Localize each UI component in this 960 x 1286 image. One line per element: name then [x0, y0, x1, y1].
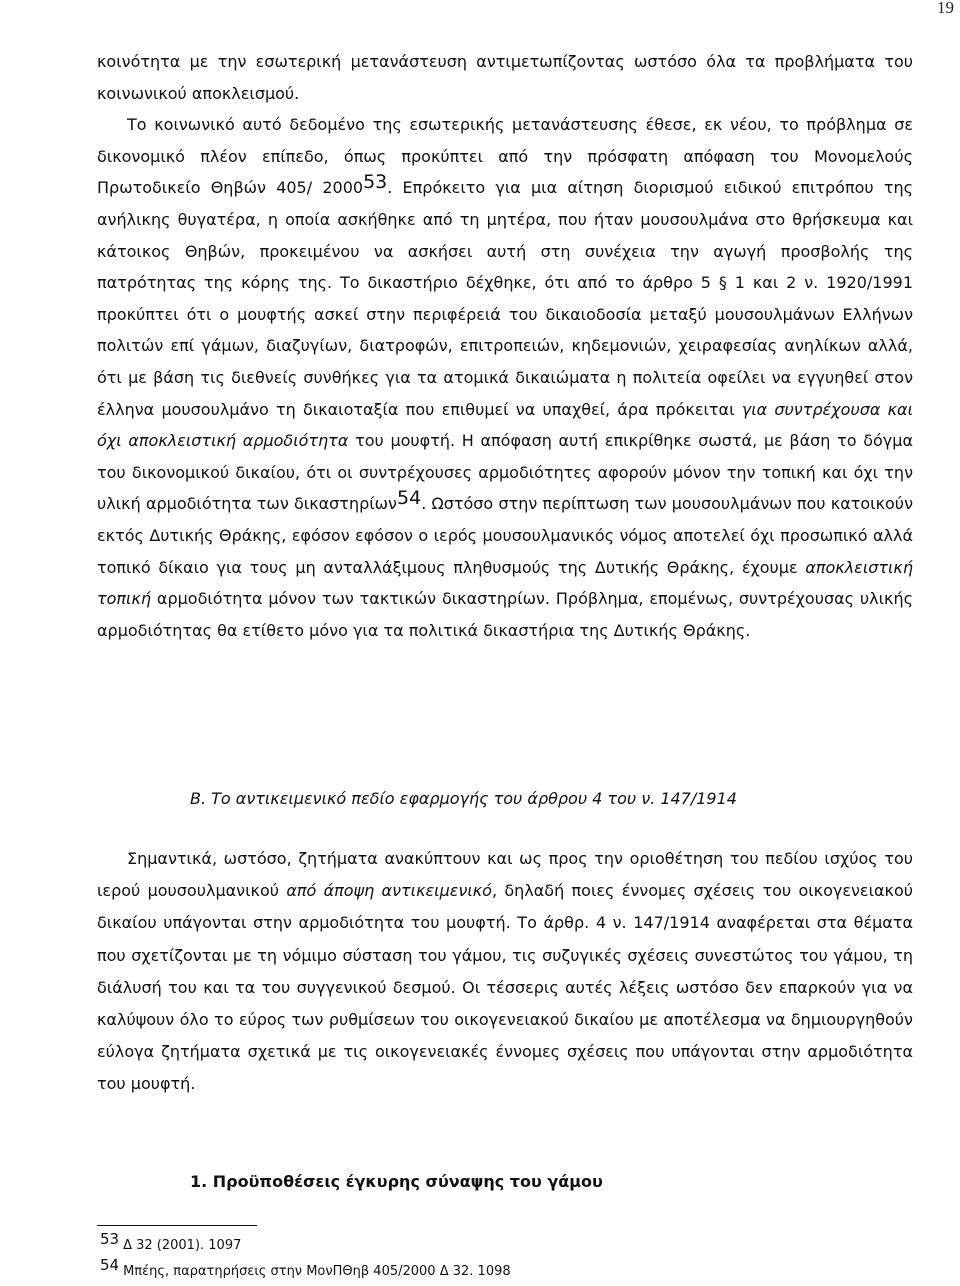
subsection-heading-1: 1. Προϋποθέσεις έγκυρης σύναψης του γάμου — [190, 1172, 603, 1191]
paragraph-3-part-1: Σημαντικά, ωστόσο, ζητήματα ανακύπτουν και ως προς την οριοθέτηση του πεδίου ισχύος του ιερού μουσουλμανικού — [97, 849, 913, 901]
paragraph-1: κοινότητα με την εσωτερική μετανάστευση αντιμετωπίζοντας ωστόσο όλα τα προβλήματα του κοινωνικού αποκλεισμού. — [97, 52, 913, 103]
footnote-text: Μπέης, παρατηρήσεις στην ΜονΠΘηβ 405/2000 Δ 32. 1098 — [123, 1264, 511, 1279]
paragraph-3-part-2: , δηλαδή ποιες έννομες σχέσεις του οικογενειακού δικαίου υπάγονται στην αρμοδιότητα του μουφτή. Το άρθρ. 4 ν. 147/1914 αναφέρεται στα θέματα που σχετίζονται με τη νόμιμο σύσταση του γάμου, τις συζυγικές σχέσεις συνεστώτος του γάμου, τη διάλυσή του και τα του συγγενικού δεσμού. Οι τέσσερις αυτές λέξεις ωστόσο δεν επαρκούν για να καλύψουν όλο το εύρος των ρυθμίσεων του οικογενειακού δικαίου με αποτέλεσμα να δημιουργηθούν εύλογα ζητήματα σχετικά με τις οικογενειακές έννομες σχέσεις που υπάγονται στην αρμοδιότητα του μουφτή. — [97, 881, 914, 1094]
paragraph-2-part-2: . Επρόκειτο για μια αίτηση διορισμού ειδικού επιτρόπου της ανήλικης θυγατέρα, η οποία ασκήθηκε από τη μητέρα, που ήταν μουσουλμάνα στο θρήσκευμα και κάτοικος Θηβών, προκειμένου να ασκήσει αυτή στη συνέχεια την αγωγή προσβολής της πατρότητας της κόρης της. Το δικαστήριο δέχθηκε, ότι από το άρθρο 5 § 1 και 2 ν. 1920/1991 προκύπτει ότι ο μουφτής ασκεί στην περιφέρειά του δικαιοδοσία μεταξύ μουσουλμάνων Ελλήνων πολιτών επί γάμων, διαζυγίων, διατροφών, επιτροπειών, κηδεμονιών, χειραφεσίας ανηλίκων αλλά, ότι με βάση τις διεθνείς συνθήκες για τα ατομικά δικαιώματα η πολιτεία οφείλει να εγγυηθεί στον έλληνα μουσουλμάνο τη δικαιοταξία που επιθυμεί να υπαχθεί, άρα πρόκειται — [97, 178, 913, 419]
footnote-53 — [100, 1230, 900, 1259]
paragraph-2-part-4: . Ωστόσο στην περίπτωση των μουσουλμάνων που κατοικούν εκτός Δυτικής Θράκης, εφόσον εφόσον ο ιερός μουσουλμανικός νόμος αποτελεί όχι προσωπικό αλλά τοπικό δίκαιο για τους μη ανταλλάξιμους πληθυσμούς της Δυτικής Θράκης, έχουμε — [97, 494, 914, 577]
footnote-54 — [100, 1256, 900, 1285]
body-text-lower — [97, 843, 913, 1101]
footnotes — [100, 1230, 900, 1285]
paragraph-2-italic-2: αποκλειστική τοπική — [97, 557, 913, 609]
footnote-ref-53: 53 — [363, 171, 388, 194]
footnote-ref-54: 54 — [397, 487, 422, 510]
paragraph-2-part-3: του μουφτή. Η απόφαση αυτή επικρίθηκε σωστά, με βάση το δόγμα του δικονομικού δικαίου, ότι οι συντρέχουσες αρμοδιότητες αφορούν μόνον την τοπική και όχι την υλική αρμοδιότητα των δικαστηρίων — [97, 431, 914, 514]
paragraph-2 — [97, 109, 913, 646]
footnote-separator — [97, 1225, 257, 1226]
footnote-text: Δ 32 (2001). 1097 — [123, 1238, 242, 1253]
body-text-upper — [97, 46, 913, 646]
paragraph-3 — [97, 843, 913, 1101]
paragraph-2-italic-1: για συντρέχουσα και όχι αποκλειστική αρμοδιότητα — [97, 399, 914, 451]
paragraph-2-part-5: αρμοδιότητα μόνον των τακτικών δικαστηρίων. Πρόβλημα, επομένως, συντρέχουσας υλικής αρμοδιότητας θα ετίθετο μόνο για τα πολιτικά δικαστήρια της Δυτικής Θράκης. — [97, 589, 913, 640]
paragraph-2-part-1: Το κοινωνικό αυτό δεδομένο της εσωτερικής μετανάστευσης έθεσε, εκ νέου, το πρόβλημα σε δικονομικό πλέον επίπεδο, όπως προκύπτει από την πρόσφατη απόφαση του Μονομελούς Πρωτοδικείο Θηβών 405/ 2000 — [97, 115, 913, 198]
paragraph-3-italic-1: από άποψη αντικειμενικό — [286, 881, 492, 901]
footnote-number: 54 — [100, 1256, 120, 1274]
section-heading-b: Β. Το αντικειμενικό πεδίο εφαρμογής του άρθρου 4 του ν. 147/1914 — [190, 789, 737, 808]
page-number: 19 — [937, 0, 954, 17]
footnote-number: 53 — [100, 1230, 120, 1248]
